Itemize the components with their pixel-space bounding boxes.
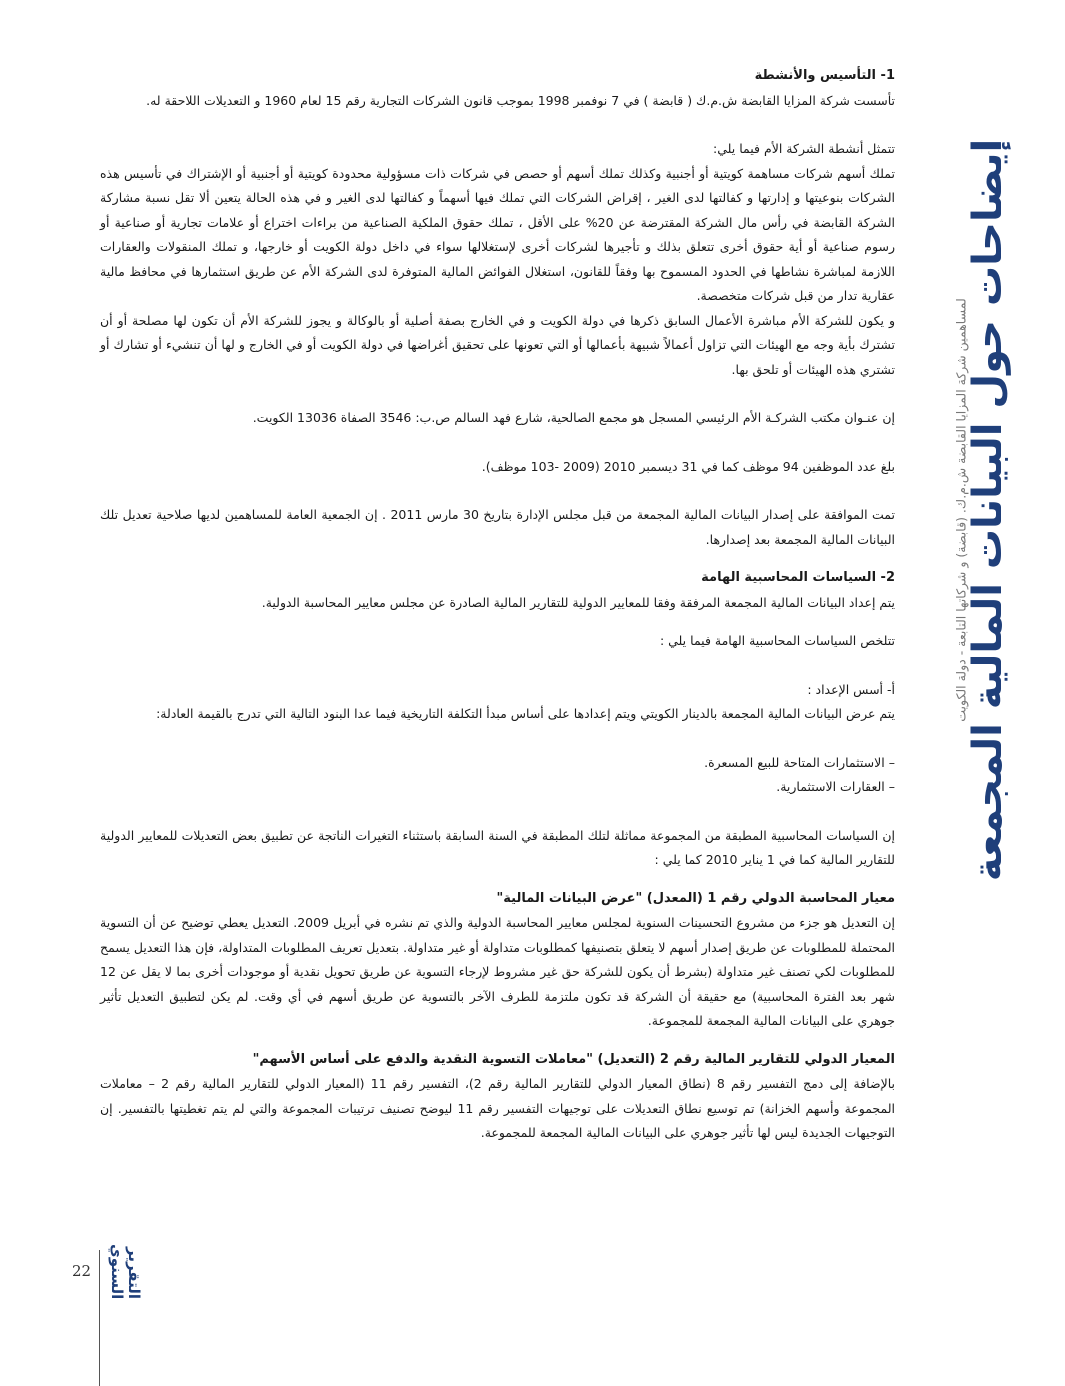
approval-paragraph: تمت الموافقة على إصدار البيانات المالية المجمعة من قبل مجلس الإدارة بتاريخ 30 مارس 2011 . إن الجمعية العامة للمساهمين لديها صلاحية تعديل تلك البيانات المالية المجمعة بعد إصدارها. [100, 507, 895, 547]
fair-value-item: – الاستثمارات المتاحة للبيع المسعرة. [704, 754, 895, 770]
registered-address: إن عنـوان مكتب الشركـة الأم الرئيسي المسجل هو مجمع الصالحية، شارع فهد السالم ص.ب: 3546 الصفاة 13036 الكويت. [252, 410, 895, 425]
side-banner [938, 138, 1038, 882]
side-subtitle: لمساهمين شركة المزايا القابضة ش.م.ك. (قابضة) و شركاتها التابعة - دولة الكويت [953, 298, 969, 722]
document-body [100, 64, 895, 1146]
ias1-paragraph: إن التعديل هو جزء من مشروع التحسينات السنوية لمجلس معايير المحاسبة الدولية والذي تم نشره في أبريل 2009. التعديل يعطي توضيح عن أن التسوية المحتملة للمطلوبات عن طريق إصدار أسهم لا يتعلق بتصنيفها كمطلوبات متداولة أو غير متداولة. بتعديل تعريف المطلوبات المتداولة، فإن هذا التعديل يسمح للمطلوبات لكي تصنف غير متداولة (بشرط أن يكون للشركة حق غير مشروط لإرجاء التسوية عن طريق تحويل نقدية أو موجودات أخرى بما لا يقل عن 12 شهر بعد الفترة المحاسبية) مع حقيقة أن الشركة قد تكون ملتزمة للطرف الآخر بالتسوية عن طريق أسهم في أي وقت. لم يكن لتطبيق التعديل تأثير جوهري على البيانات المالية المجمعة للمجموعة. [100, 915, 896, 1028]
employees-count: بلغ عدد الموظفين 94 موظف كما في 31 ديسمبر 2010 (2009 -103 موظف). [481, 458, 895, 474]
annual-report-logo: التقرير السنوي [108, 1243, 143, 1299]
fair-value-item: – العقارات الاستثمارية. [776, 779, 895, 794]
basis-paragraph: يتم عرض البيانات المالية المجمعة بالدينار الكويتي ويتم إعدادها على أساس مبدأ التكلفة التاريخية فيما عدا البنود التالية التي تدرج بالقيمة العادلة: [156, 706, 895, 721]
amendments-paragraph: إن السياسات المحاسبية المطبقة من المجموعة مماثلة لتلك المطبقة في السنة السابقة باستثناء التغيرات الناتجة عن تطبيق بعض التعديلات للمعايير الدولية للتقارير المالية كما في 1 يناير 2010 كما يلي : [100, 827, 895, 867]
side-title: إيضاحات حول البيانات المالية المجمعة [965, 138, 1011, 882]
ias1-heading: معيار المحاسبة الدولي رقم 1 (المعدل) "عرض البيانات المالية" [496, 890, 895, 906]
ifrs2-paragraph: بالإضافة إلى دمج التفسير رقم 8 (نطاق المعيار الدولي للتقارير المالية رقم 2)، التفسير رقم 11 (المعيار الدولي للتقارير المالية رقم 2 – معاملات المجموعة وأسهم الخزانة) تم توسيع نطاق التعديلات على توجيهات التفسير رقم 11 ليوضح تصنيف ترتيبات المجموعة والتي لم يتم تغطيتها بالتفسير. إن التوجيهات الجديدة ليس لها تأثير جوهري على البيانات المالية المجمعة للمجموعة. [100, 1076, 896, 1140]
ifrs2-heading: المعيار الدولي للتقارير المالية رقم 2 (التعديل) "معاملات التسوية النقدية والدفع على أساس الأسهم" [252, 1051, 895, 1067]
section-1-heading: 1- التأسيس والأنشطة [754, 68, 895, 83]
basis-heading: أ- أسس الإعداد : [807, 681, 895, 697]
section-2-paragraph: يتم إعداد البيانات المالية المجمعة المرفقة وفقا للمعايير الدولية للتقارير المالية الصادرة عن مجلس معايير المحاسبة الدولية. [261, 594, 895, 610]
page-number: 22 [72, 1262, 92, 1280]
activities-intro: تتمثل أنشطة الشركة الأم فيما يلي: [713, 141, 895, 156]
activities-paragraph: تملك أسهم شركات مساهمة كويتية أو أجنبية وكذلك تملك أسهم أو حصص في شركات ذات مسؤولية محدودة كويتية أو أجنبية أو الإشتراك في تأسيس هذه الشركات بنوعيتها و إدارتها و كفالتها لدى الغير ، إقراض الشركات التي تملك فيها أسهماً و كفالتها لدى الغير و في هذه الحالة يتعين ألا تقل نسبة مشاركة الشركة القابضة في رأس مال الشركة المقترضة عن 20% على الأقل ، تملك حقوق الملكية الصناعية من براءات اختراع أو علامات تجارية أو صناعية أو رسوم صناعية أو أية حقوق أخرى تتعلق بذلك و تأجيرها لشركات أخرى لإستغلالها سواء في داخل دولة الكويت أو خارجها، و تملك المنقولات والعقارات اللازمة لمباشرة نشاطها في الحدود المسموح بها وفقاً للقانون، استغلال الفوائض المالية المتوفرة لدى الشركة الأم عن طريق استثمارها في محافظ مالية عقارية تدار من قبل شركات متخصصة. [100, 165, 895, 303]
policies-intro: تتلخص السياسات المحاسبية الهامة فيما يلي : [659, 633, 895, 648]
footer-divider [99, 1250, 100, 1386]
section-2-heading: 2- السياسات المحاسبية الهامة [701, 570, 895, 585]
section-1-paragraph: تأسست شركة المزايا القابضة ش.م.ك ( قابضة ) في 7 نوفمبر 1998 بموجب قانون الشركات التجارية رقم 15 لعام 1960 و التعديلات اللاحقة له. [146, 92, 895, 108]
activities-scope-paragraph: و يكون للشركة الأم مباشرة الأعمال السابق ذكرها في دولة الكويت و في الخارج بصفة أصلية أو بالوكالة و يجوز للشركة الأم أن تكون لها مصلحة أو أن تشترك بأية وجه مع الهيئات التي تزاول أعمالاً شبيهة بأعمالها أو التي تعونها على تحقيق أغراضها في دولة الكويت أو في الخارج و لها أن تنشيء أو تشارك أو تشتري هذه الهيئات أو تلحق بها. [100, 312, 895, 377]
